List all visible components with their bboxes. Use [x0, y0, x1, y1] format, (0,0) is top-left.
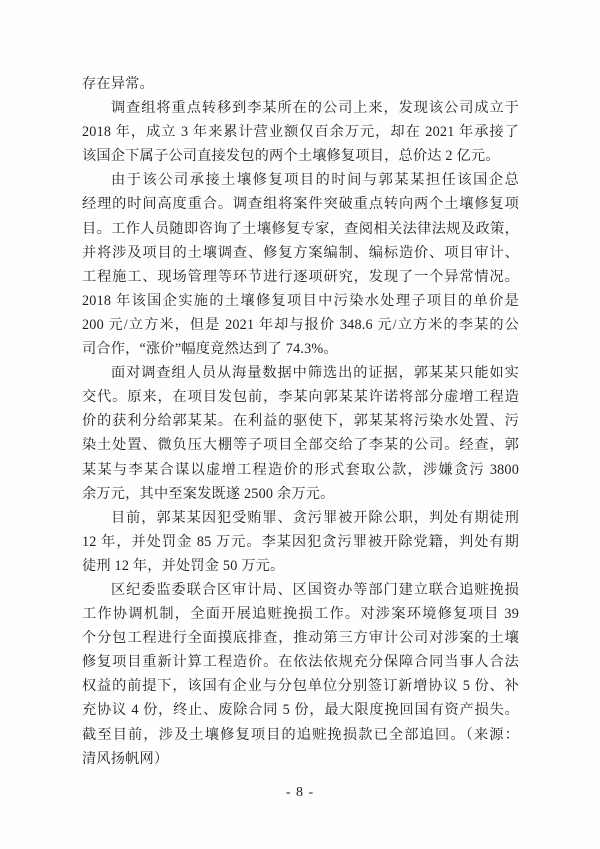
- text-line: 截至目前，涉及土壤修复项目的追赃挽损款已全部追回。（来源：: [82, 726, 519, 743]
- text-line: 区纪委监委联合区审计局、区国资办等部门建立联合追赃挽损: [111, 581, 519, 598]
- text-line: 修复项目重新计算工程造价。在依法依规充分保障合同当事人合法: [82, 654, 519, 671]
- text-line: 面对调查组人员从海量数据中筛选出的证据，郭某某只能如实: [111, 365, 519, 382]
- text-line: 交代。原来，在项目发包前，李某向郭某某许诺将部分虚增工程造: [82, 389, 519, 406]
- text-line: 徒刑 12 年，并处罚金 50 万元。: [82, 557, 285, 574]
- text-line: 目。工作人员随即咨询了土壤修复专家，查阅相关法律法规及政策，: [82, 220, 519, 237]
- page-number: - 8 -: [285, 785, 315, 800]
- text-line: 并将涉及项目的土壤调查、修复方案编制、编标造价、项目审计、: [82, 244, 519, 261]
- text-line: 12 年，并处罚金 85 万元。李某因犯贪污罪被开除党籍，判处有期: [82, 533, 519, 550]
- text-line: 清风扬帆网）: [82, 750, 169, 767]
- text-line: 2018 年该国企实施的土壤修复项目中污染水处理子项目的单价是: [82, 292, 519, 309]
- text-line: 司合作，“涨价”幅度竟然达到了 74.3%。: [82, 341, 338, 358]
- text-line: 该国企下属子公司直接发包的两个土壤修复项目，总价达 2 亿元。: [82, 148, 500, 165]
- text-line: 价的获利分给郭某某。在利益的驱使下，郭某某将污染水处置、污: [82, 413, 519, 430]
- text-line: 调查组将重点转移到李某所在的公司上来，发现该公司成立于: [111, 100, 519, 117]
- text-line: 权益的前提下，该国有企业与分包单位分别签订新增协议 5 份、补: [82, 678, 519, 695]
- text-line: 工作协调机制，全面开展追赃挽损工作。对涉案环境修复项目 39: [82, 606, 519, 623]
- text-line: 目前，郭某某因犯受贿罪、贪污罪被开除公职，判处有期徒刑: [111, 509, 519, 526]
- text-line: 染土处置、微负压大棚等子项目全部交给了李某的公司。经查，郭: [82, 437, 519, 454]
- text-line: 200 元/立方米，但是 2021 年却与报价 348.6 元/立方米的李某的公: [82, 316, 519, 333]
- text-line: 工程施工、现场管理等环节进行逐项研究，发现了一个异常情况。: [82, 268, 519, 285]
- text-line: 充协议 4 份，终止、废除合同 5 份，最大限度挽回国有资产损失。: [82, 702, 519, 719]
- text-line: 个分包工程进行全面摸底排查，推动第三方审计公司对涉案的土壤: [82, 630, 519, 647]
- text-line: 2018 年，成立 3 年来累计营业额仅百余万元，却在 2021 年承接了: [82, 124, 519, 141]
- text-line: 经理的时间高度重合。调查组将案件突破重点转向两个土壤修复项: [82, 196, 519, 213]
- text-line: 余万元，其中至案发既遂 2500 余万元。: [82, 485, 335, 502]
- text-body: [82, 72, 519, 771]
- text-line: 存在异常。: [82, 76, 154, 92]
- text-line: 由于该公司承接土壤修复项目的时间与郭某某担任该国企总: [111, 172, 519, 189]
- text-line: 某某与李某合谋以虚增工程造价的形式套取公款，涉嫌贪污 3800: [82, 461, 519, 478]
